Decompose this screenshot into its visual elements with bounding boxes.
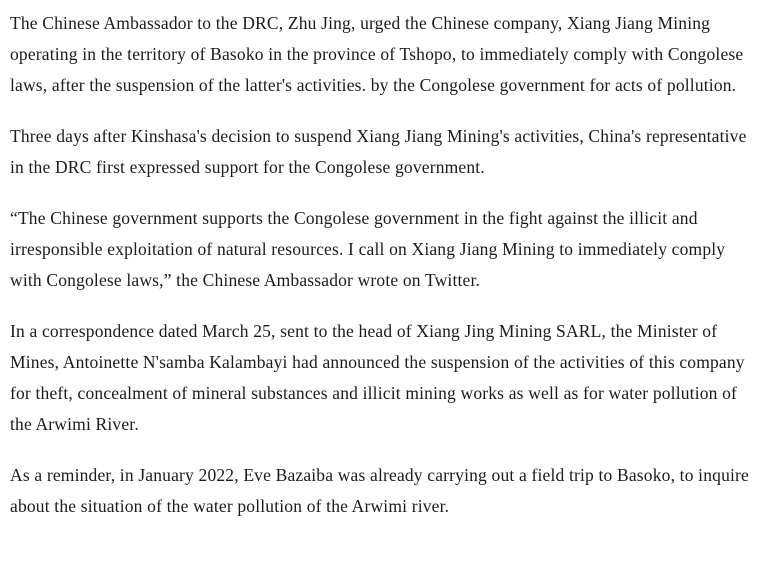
article-paragraph: In a correspondence dated March 25, sent to the head of Xiang Jing Mining SARL, the Minister of Mines, Antoinette N'samba Kalambayi had announced the suspension of the activities of this company for theft, concealment of mineral substances and illicit mining works as well as for water pollution of the Arwimi River. <box>10 321 745 434</box>
article-paragraph: Three days after Kinshasa's decision to suspend Xiang Jiang Mining's activities, China's representative in the DRC first expressed support for the Congolese government. <box>10 126 747 177</box>
article-paragraph: The Chinese Ambassador to the DRC, Zhu Jing, urged the Chinese company, Xiang Jiang Mining operating in the territory of Basoko in the province of Tshopo, to immediately comply with Congolese laws, after the suspension of the latter's activities. by the Congolese government for acts of pollution. <box>10 13 744 95</box>
article-paragraph: “The Chinese government supports the Congolese government in the fight against the illicit and irresponsible exploitation of natural resources. I call on Xiang Jiang Mining to immediately comply with Congolese laws,” the Chinese Ambassador wrote on Twitter. <box>10 208 726 290</box>
article-paragraph: As a reminder, in January 2022, Eve Bazaiba was already carrying out a field trip to Basoko, to inquire about the situation of the water pollution of the Arwimi river. <box>10 465 749 516</box>
